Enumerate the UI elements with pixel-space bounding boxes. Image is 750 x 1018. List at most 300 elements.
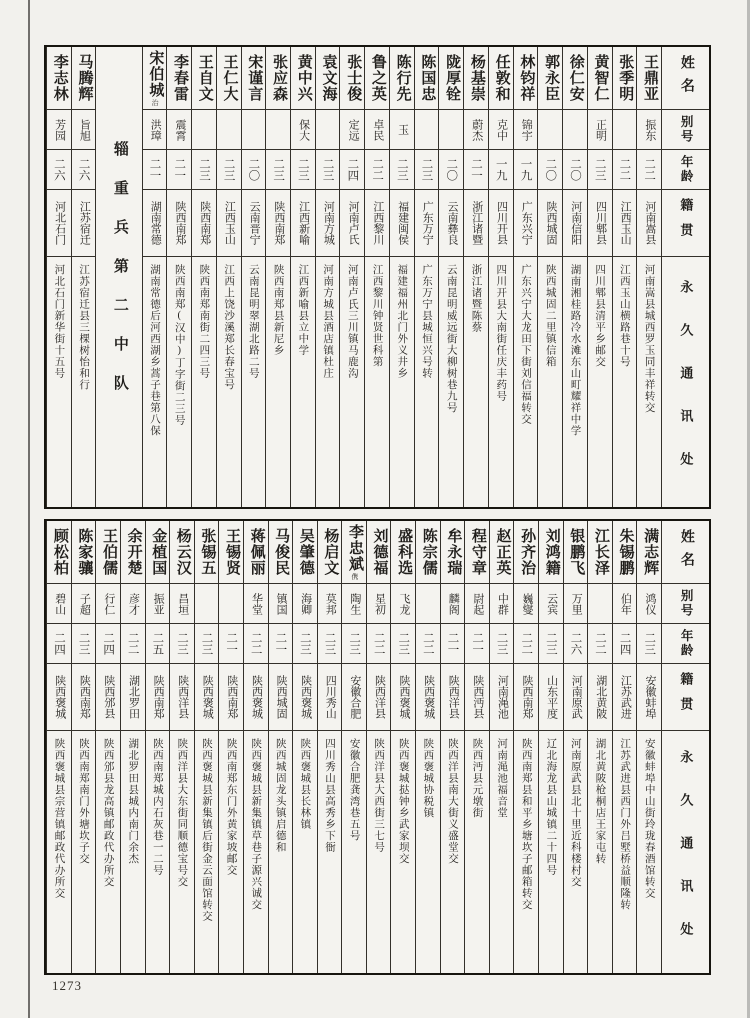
name-cell: 杨基崇 <box>464 47 488 110</box>
native-place-cell: 四川秀山 <box>318 664 342 731</box>
alias-cell: 尉起 <box>465 584 489 624</box>
person-column <box>341 521 366 973</box>
person-column <box>241 47 266 507</box>
address-cell: 陕西洋县大西街三七号 <box>373 738 385 853</box>
address-cell: 陕西褒城县新集镇后街金云面馆转交 <box>201 738 213 922</box>
name-cell: 袁文海 <box>316 47 340 110</box>
header-native: 籍贯 <box>662 664 709 731</box>
person-column <box>440 521 465 973</box>
alias-cell <box>195 584 219 624</box>
address-cell: 四川开县大南街任庆丰药号 <box>495 264 507 402</box>
native-place-cell: 陕西南郑 <box>146 664 170 731</box>
alias-cell: 彦才 <box>121 584 145 624</box>
age-cell: 二三 <box>318 624 342 664</box>
alias-cell: 玉 <box>390 110 414 150</box>
person-column <box>268 521 293 973</box>
alias-cell <box>242 110 266 150</box>
person-columns-top <box>46 47 661 507</box>
native-place-cell: 陕西邠县 <box>96 664 120 731</box>
person-column <box>317 521 342 973</box>
name-cell: 王伯儒 <box>96 521 120 584</box>
person-column <box>463 47 488 507</box>
name-cell: 黄智仁 <box>588 47 612 110</box>
name-cell: 王锡贤 <box>219 521 243 584</box>
native-place-cell: 江苏武进 <box>613 664 637 731</box>
address-cell: 河南嵩县城西罗玉同丰祥转交 <box>643 264 655 414</box>
address-cell: 陕西南郑县新尼乡 <box>272 264 284 356</box>
address-cell: 安徽蚌埠中山街玲珑春酒馆转交 <box>643 738 655 899</box>
age-cell: 二二 <box>365 150 389 190</box>
age-cell: 二三 <box>266 150 290 190</box>
age-cell: 二六 <box>47 150 71 190</box>
name-cell: 林钧祥 <box>514 47 538 110</box>
name-cell: 朱锡鹏 <box>613 521 637 584</box>
alias-cell: 陶生 <box>342 584 366 624</box>
header-alias: 别号 <box>662 110 709 150</box>
native-place-cell: 陕西褒城 <box>244 664 268 731</box>
age-cell: 二二 <box>416 624 440 664</box>
age-cell: 二二 <box>121 624 145 664</box>
age-cell: 二一 <box>441 624 465 664</box>
header-alias: 别号 <box>662 584 709 624</box>
address-cell: 陕西城固龙头镇启德和 <box>274 738 286 853</box>
person-column <box>71 521 96 973</box>
address-cell: 广东万宁县城恒兴号转 <box>421 264 433 379</box>
native-place-cell: 云南晋宁 <box>242 190 266 257</box>
native-place-cell: 陕西南郑 <box>514 664 538 731</box>
person-column <box>216 47 241 507</box>
person-column <box>290 47 315 507</box>
alias-cell: 行仁 <box>96 584 120 624</box>
native-place-cell: 浙江诸暨 <box>464 190 488 257</box>
age-cell: 二三 <box>588 150 612 190</box>
address-cell: 陕西城固二里镇信箱 <box>544 264 556 368</box>
address-cell: 陕西南郑城内石灰巷一二号 <box>151 738 163 876</box>
name-cell: 李志林 <box>47 47 71 110</box>
address-cell: 河北石门新华街十五号 <box>53 264 65 379</box>
alias-cell: 云宾 <box>539 584 563 624</box>
name-annotation: 治 <box>151 99 160 106</box>
native-place-cell: 陕西褒城 <box>195 664 219 731</box>
name-cell: 陈行先 <box>390 47 414 110</box>
person-column <box>366 521 391 973</box>
address-cell: 江苏武进县西门外吕墅桥益顺隆转 <box>619 738 631 911</box>
name-cell: 赵正英 <box>490 521 514 584</box>
address-cell: 河南原武县北十里近科楼村交 <box>569 738 581 888</box>
name-cell: 马俊民 <box>269 521 293 584</box>
address-cell: 河南方城县酒店镇杜庄 <box>322 264 334 379</box>
native-place-cell: 湖南常德 <box>143 190 167 257</box>
address-cell: 辽北海龙县山城镇二十四号 <box>545 738 557 876</box>
native-place-cell: 陕西洋县 <box>367 664 391 731</box>
person-column <box>145 521 170 973</box>
native-place-cell: 广东兴宁 <box>514 190 538 257</box>
alias-cell <box>538 110 562 150</box>
name-cell: 刘德福 <box>367 521 391 584</box>
address-cell: 浙江诸暨陈蔡 <box>470 264 482 333</box>
address-cell: 江西玉山横路巷十号 <box>618 264 630 368</box>
address-cell: 江西黎川钟贤世科第 <box>371 264 383 368</box>
person-column <box>587 521 612 973</box>
alias-cell: 振东 <box>637 110 661 150</box>
age-cell: 二三 <box>316 150 340 190</box>
header-name: 姓名 <box>662 47 709 110</box>
alias-cell <box>415 110 439 150</box>
alias-cell <box>563 110 587 150</box>
age-cell: 二一 <box>167 150 191 190</box>
address-cell: 江苏宿迁县三棵树怡和行 <box>78 264 90 391</box>
alias-cell: 芳园 <box>47 110 71 150</box>
age-cell: 二〇 <box>563 150 587 190</box>
name-cell: 顾松柏 <box>47 521 71 584</box>
name-cell: 陈宗儒 <box>416 521 440 584</box>
name-cell: 吴肇德 <box>293 521 317 584</box>
age-cell: 二三 <box>390 150 414 190</box>
native-place-cell: 江西玉山 <box>613 190 637 257</box>
age-cell: 二三 <box>170 624 194 664</box>
alias-cell: 莫邦 <box>318 584 342 624</box>
name-cell: 郭永臣 <box>538 47 562 110</box>
alias-cell: 定远 <box>340 110 364 150</box>
address-cell: 陕西南郑县和平乡塘坎子邮箱转交 <box>520 738 532 911</box>
age-cell: 二一 <box>143 150 167 190</box>
name-cell: 宋谨言 <box>242 47 266 110</box>
address-cell: 云南昆明威远街大柳树巷九号 <box>445 264 457 414</box>
name-cell: 王仁大 <box>217 47 241 110</box>
age-cell: 二三 <box>342 624 366 664</box>
person-column <box>489 521 514 973</box>
person-column <box>46 47 71 507</box>
person-column <box>438 47 463 507</box>
header-age: 年龄 <box>662 150 709 190</box>
native-place-cell: 河南信阳 <box>563 190 587 257</box>
native-place-cell: 四川郫县 <box>588 190 612 257</box>
alias-cell: 鸿仪 <box>637 584 661 624</box>
native-place-cell: 山东平度 <box>539 664 563 731</box>
age-cell: 二二 <box>514 624 538 664</box>
alias-cell: 碧山 <box>47 584 71 624</box>
name-cell: 陇厚铨 <box>439 47 463 110</box>
address-cell: 陕西褒城协税镇 <box>422 738 434 819</box>
age-cell: 二三 <box>192 150 216 190</box>
age-cell: 一九 <box>514 150 538 190</box>
age-cell: 二四 <box>340 150 364 190</box>
name-annotation: 㑺 <box>350 573 359 580</box>
person-column <box>390 521 415 973</box>
address-cell: 福建福州北门外义井乡 <box>396 264 408 379</box>
person-column <box>562 47 587 507</box>
age-cell: 二四 <box>96 624 120 664</box>
name-cell: 孙齐治 <box>514 521 538 584</box>
name-cell: 黄中兴 <box>291 47 315 110</box>
header-native: 籍贯 <box>662 190 709 257</box>
person-column <box>538 521 563 973</box>
person-column <box>194 521 219 973</box>
native-place-cell: 陕西褒城 <box>416 664 440 731</box>
person-column <box>513 521 538 973</box>
alias-cell <box>217 110 241 150</box>
person-column <box>389 47 414 507</box>
name-cell: 蒋佩丽 <box>244 521 268 584</box>
address-cell: 云南昆明翠湖北路二号 <box>247 264 259 379</box>
native-place-cell: 河南嵩县 <box>637 190 661 257</box>
native-place-cell: 江西新喻 <box>291 190 315 257</box>
native-place-cell: 福建闽侯 <box>390 190 414 257</box>
alias-cell: 正明 <box>588 110 612 150</box>
name-cell: 张锡五 <box>195 521 219 584</box>
alias-cell <box>316 110 340 150</box>
person-column <box>46 521 71 973</box>
name-cell: 王鼎亚 <box>637 47 661 110</box>
age-cell: 二三 <box>539 624 563 664</box>
person-column <box>513 47 538 507</box>
alias-cell: 保大 <box>291 110 315 150</box>
alias-cell: 震霄 <box>167 110 191 150</box>
age-cell: 二三 <box>637 624 661 664</box>
name-cell: 李春雷 <box>167 47 191 110</box>
native-place-cell: 陕西南郑 <box>167 190 191 257</box>
person-column <box>191 47 216 507</box>
name-cell: 鲁之英 <box>365 47 389 110</box>
alias-cell: 旨旭 <box>72 110 96 150</box>
native-place-cell: 河北石门 <box>47 190 71 257</box>
native-place-cell: 河南卢氏 <box>340 190 364 257</box>
alias-cell <box>219 584 243 624</box>
age-cell: 二三 <box>490 624 514 664</box>
name-cell: 满志辉 <box>637 521 661 584</box>
age-cell: 二三 <box>293 624 317 664</box>
age-cell: 二三 <box>391 624 415 664</box>
native-place-cell: 安徽合肥 <box>342 664 366 731</box>
native-place-cell: 河南原武 <box>564 664 588 731</box>
name-cell: 任敦和 <box>489 47 513 110</box>
age-cell: 二一 <box>219 624 243 664</box>
alias-cell: 子超 <box>72 584 96 624</box>
alias-cell <box>192 110 216 150</box>
alias-cell: 振亚 <box>146 584 170 624</box>
alias-cell: 巍燮 <box>514 584 538 624</box>
alias-cell: 中群 <box>490 584 514 624</box>
person-column <box>612 521 637 973</box>
address-cell: 陕西南郑(汉中)丁字街二三号 <box>173 264 185 426</box>
native-place-cell: 云南彝良 <box>439 190 463 257</box>
alias-cell: 华堂 <box>244 584 268 624</box>
person-column <box>265 47 290 507</box>
name-cell: 刘鸿籍 <box>539 521 563 584</box>
address-cell: 安徽合肥龚湾巷五号 <box>348 738 360 842</box>
native-place-cell: 湖北黄陂 <box>588 664 612 731</box>
native-place-cell: 陕西洋县 <box>170 664 194 731</box>
address-cell: 陕西洋县大东街同顺德宝号交 <box>176 738 188 888</box>
age-cell: 二一 <box>465 624 489 664</box>
name-cell: 程守章 <box>465 521 489 584</box>
age-cell: 二二 <box>588 624 612 664</box>
address-cell: 湖北罗田县城内南门余杰 <box>127 738 139 865</box>
age-cell: 二〇 <box>538 150 562 190</box>
age-cell: 二五 <box>146 624 170 664</box>
address-cell: 陕西褒城挞钟乡武家坝交 <box>397 738 409 865</box>
address-cell: 湖南湘桂路冷水滩东山町耀祥中学 <box>569 264 581 437</box>
address-cell: 陕西褒城县长林镇 <box>299 738 311 830</box>
person-column <box>364 47 389 507</box>
age-cell: 二二 <box>244 624 268 664</box>
alias-cell <box>416 584 440 624</box>
alias-cell <box>588 584 612 624</box>
address-cell: 江西上饶沙溪郑长春宝号 <box>223 264 235 391</box>
address-cell: 陕西沔县元墩街 <box>471 738 483 819</box>
person-column <box>339 47 364 507</box>
person-column <box>71 47 96 507</box>
unit-label: 辎重兵第二中队 <box>111 140 128 414</box>
native-place-cell: 陕西褒城 <box>293 664 317 731</box>
roster-table-bottom <box>44 519 711 975</box>
age-cell: 二〇 <box>439 150 463 190</box>
alias-cell: 蔚杰 <box>464 110 488 150</box>
header-address: 永久通讯处 <box>678 749 694 965</box>
name-cell: 江长泽 <box>588 521 612 584</box>
header-age: 年龄 <box>662 624 709 664</box>
name-cell: 杨启文 <box>318 521 342 584</box>
name-cell: 盛科选 <box>391 521 415 584</box>
alias-cell <box>613 110 637 150</box>
roster-tables <box>44 45 711 975</box>
person-column <box>243 521 268 973</box>
address-cell: 河南卢氏三川镇马鹿沟 <box>346 264 358 379</box>
address-cell: 陕西褒城县宗营镇邮政代办所交 <box>53 738 65 899</box>
native-place-cell: 安徽蚌埠 <box>637 664 661 731</box>
age-cell: 二六 <box>72 150 96 190</box>
page-number: 1273 <box>52 978 82 993</box>
unit-label-column <box>95 47 141 507</box>
person-column <box>415 521 440 973</box>
native-place-cell: 江苏宿迁 <box>72 190 96 257</box>
person-column <box>166 47 191 507</box>
alias-cell: 万里 <box>564 584 588 624</box>
native-place-cell: 陕西洋县 <box>441 664 465 731</box>
age-cell: 二三 <box>415 150 439 190</box>
binding-gutter-line <box>28 0 30 1018</box>
alias-cell: 克中 <box>489 110 513 150</box>
native-place-cell: 陕西南郑 <box>219 664 243 731</box>
alias-cell <box>439 110 463 150</box>
name-cell: 宋伯城 治 <box>143 47 167 110</box>
address-cell: 陕西南郑东门外黄家坡邮交 <box>225 738 237 876</box>
name-cell: 王自文 <box>192 47 216 110</box>
address-cell: 四川郫县清平乡邮交 <box>594 264 606 368</box>
native-place-cell: 陕西南郑 <box>72 664 96 731</box>
native-place-cell: 河南方城 <box>316 190 340 257</box>
header-address: 永久通讯处 <box>678 279 694 495</box>
alias-cell: 飞龙 <box>391 584 415 624</box>
alias-cell: 昌垣 <box>170 584 194 624</box>
alias-cell: 镇国 <box>269 584 293 624</box>
person-column <box>120 521 145 973</box>
native-place-cell: 河南渑池 <box>490 664 514 731</box>
person-column <box>636 47 661 507</box>
alias-cell: 洪璋 <box>143 110 167 150</box>
address-cell: 河南渑池福音堂 <box>496 738 508 819</box>
age-cell: 二三 <box>217 150 241 190</box>
name-cell: 李忠斌 㑺 <box>342 521 366 584</box>
person-column <box>169 521 194 973</box>
native-place-cell: 广东万宁 <box>415 190 439 257</box>
address-cell: 陕西南郑南门外塘坎子交 <box>78 738 90 865</box>
name-cell: 杨云汉 <box>170 521 194 584</box>
alias-cell: 麟阁 <box>441 584 465 624</box>
name-cell: 张季明 <box>613 47 637 110</box>
address-cell: 陕西褒城县新集镇草巷子源兴诚交 <box>250 738 262 911</box>
address-cell: 陕西南郑南街二四三号 <box>198 264 210 379</box>
name-cell: 陈家骧 <box>72 521 96 584</box>
name-cell: 马腾辉 <box>72 47 96 110</box>
name-cell: 牟永瑞 <box>441 521 465 584</box>
native-place-cell: 陕西沔县 <box>465 664 489 731</box>
age-cell: 二二 <box>367 624 391 664</box>
person-column <box>537 47 562 507</box>
alias-cell: 星初 <box>367 584 391 624</box>
native-place-cell: 陕西褒城 <box>47 664 71 731</box>
age-cell: 二三 <box>195 624 219 664</box>
native-place-cell: 陕西城固 <box>269 664 293 731</box>
age-cell: 二〇 <box>242 150 266 190</box>
age-cell: 二一 <box>269 624 293 664</box>
person-column <box>488 47 513 507</box>
native-place-cell: 陕西南郑 <box>192 190 216 257</box>
person-column <box>95 521 120 973</box>
alias-cell <box>266 110 290 150</box>
name-cell: 银鹏飞 <box>564 521 588 584</box>
alias-cell: 卓民 <box>365 110 389 150</box>
person-column <box>587 47 612 507</box>
native-place-cell: 陕西褒城 <box>391 664 415 731</box>
alias-cell: 伯年 <box>613 584 637 624</box>
age-cell: 二六 <box>564 624 588 664</box>
person-column <box>464 521 489 973</box>
native-place-cell: 江西黎川 <box>365 190 389 257</box>
name-cell: 张士俊 <box>340 47 364 110</box>
age-cell: 二二 <box>613 150 637 190</box>
person-column <box>563 521 588 973</box>
person-column <box>636 521 661 973</box>
name-cell: 徐仁安 <box>563 47 587 110</box>
age-cell: 二四 <box>47 624 71 664</box>
address-cell: 陕西洋县南大街义盛堂交 <box>446 738 458 865</box>
address-cell: 湖南常德后河西湖乡蒿子巷第八保 <box>148 264 160 437</box>
address-cell: 陕西邠县龙高镇邮政代办所交 <box>102 738 114 888</box>
age-cell: 二一 <box>464 150 488 190</box>
address-cell: 湖北黄陂枪桐店王家屯转 <box>594 738 606 865</box>
native-place-cell: 江西玉山 <box>217 190 241 257</box>
person-columns-bottom <box>46 521 661 973</box>
alias-cell: 锦宇 <box>514 110 538 150</box>
age-cell: 二二 <box>637 150 661 190</box>
native-place-cell: 湖北罗田 <box>121 664 145 731</box>
native-place-cell: 陕西城固 <box>538 190 562 257</box>
roster-table-top <box>44 45 711 509</box>
address-cell: 江西新喻县立中学 <box>297 264 309 356</box>
row-header-column <box>661 47 709 507</box>
age-cell: 二三 <box>72 624 96 664</box>
age-cell: 二三 <box>291 150 315 190</box>
row-header-column <box>661 521 709 973</box>
address-cell: 广东兴宁大龙田下街刘信福转交 <box>519 264 531 425</box>
name-cell: 张应森 <box>266 47 290 110</box>
person-column <box>218 521 243 973</box>
person-column <box>142 47 167 507</box>
native-place-cell: 四川开县 <box>489 190 513 257</box>
native-place-cell: 陕西南郑 <box>266 190 290 257</box>
name-cell: 金植国 <box>146 521 170 584</box>
